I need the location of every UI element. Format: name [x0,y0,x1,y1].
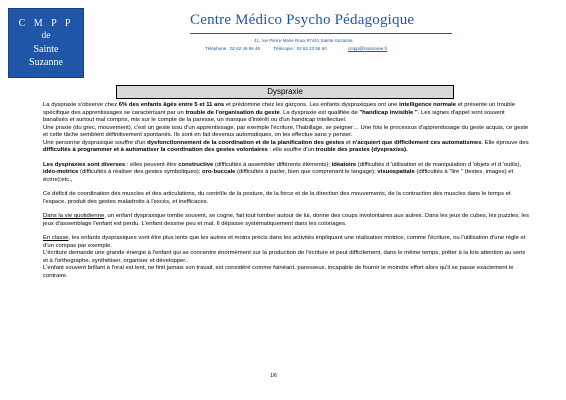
paragraph-intro [43,102,531,125]
text-run: Une personne dyspraxique souffre d'un [43,139,148,146]
text-run: : elle souffre d'un [267,147,316,153]
text-run: (difficultés à réaliser des gestes symboliques); [78,169,203,175]
logo-line-1: C M P P [18,18,74,29]
bold-run: 6% des enfants âgés entre 5 et 11 ans [118,102,225,108]
underlined-run: En classe [43,235,69,241]
section-title: Dyspraxie [116,85,454,99]
paragraph-praxie-definition: Une praxie (du grec, mouvement), c'est un geste issu d'un apprentissage, par exemple l'écriture, l'habillage, se peigner… Une fois le processus d'apprentissage du geste acquis, ce geste et cette tâche semblent définitivement spontanés. Ils sont en fait devenus automatiques, on les effectue sans y penser. [43,124,529,138]
bold-run: "handicap invisible " [359,109,418,116]
logo-line-4: Suzanne [29,57,63,68]
bold-run: trouble des praxies (dyspraxies). [315,147,408,153]
text-run: , un enfant dyspraxique tombe souvent, se cogne, fait tout tomber autour de lui, donne des coups involontaires aux autres. Dans les jeux de cubes, les puzzles, les jeux d'assemblage l'enfant est perdu. L'enfant dessine peu et mal. Il dépasse systématiquement dans les coloriages. [43,213,529,227]
text-run: (difficultés à parler, bien que comprenant le langage); [235,169,378,175]
document-body [43,102,531,280]
paragraph-daily-life [43,213,531,228]
email-link[interactable]: cmpp@ksamaree.fr [347,46,388,51]
bold-run: constructive [178,161,214,168]
bold-run: dysfonctionnement de la coordination et de la planification des gestes [147,139,345,146]
paragraph-types [43,162,531,185]
paragraph-in-class [43,235,531,250]
bold-run: difficultés à programmer et à automatiser la coordination des gestes volontaires [43,147,268,153]
text-run: et présente un trouble spécifique des apprentissages se caractérisant par un [43,102,516,116]
text-run: . Elle éprouve des [481,139,529,146]
page-number: 1/6 [270,373,277,379]
bold-run: visuospatiale [377,169,415,175]
organization-title: Centre Médico Psycho Pédagogique [190,12,415,28]
paragraph-writing: L'écriture demande une grande énergie à l'enfant qui se concentre énormément sur la production de l'écriture et peut difficilement, dans le même temps, prêter à la fois attention au sens et à l'orthographe, synthétiser, organiser et développer.. [43,250,526,264]
bold-run: idéatoire [331,161,357,168]
paragraph-coordination-deficit: Ce déficit de coordination des muscles et des articulations, du contrôle de la posture, de la force et de la direction des mouvements, de la contraction des muscles dans le temps et l'espace, produit des gestes maladroits à l'excès, et inefficaces. [43,191,511,205]
bold-run: n'acquiert que difficilement ces automatismes [352,139,482,146]
underlined-run: Dans la vie quotidienne [43,213,105,219]
paragraph-dysfunction [43,140,531,155]
organization-address: 41, rue Pierre Marie Roux 97441 Sainte-Suzanne [254,38,353,43]
logo-line-3: Sainte [33,44,59,55]
text-run: . La dyspraxie est qualifiée de [279,109,360,116]
text-run: (difficultés d 'utilisation et de manipulation d 'objets et d 'outils), [356,161,522,168]
paragraph-oral: L'enfant souvent brillant à l'oral est lent, ne finit jamais son travail, est considéré comme fainéant, paresseux, incapable de fournir le moindre effort alors qu'il se passe exactement le contraire. [43,265,514,279]
text-run: : elles peuvent être [125,161,179,168]
text-run: (difficultés à assembler différents éléments); [213,161,332,168]
text-run: et [344,139,353,146]
logo-line-2: de [41,31,51,41]
text-run: et prédomine chez les garçons. Les enfants dyspraxiques ont une [224,102,400,108]
cmpp-logo [8,8,84,78]
contact-row [205,46,387,51]
text-run: . Les signes d'appel sont souvent banalisés et surtout mal compris, mis sur le compte de la paresse, un manque d'intérêt ou d'un handicap intellectuel. [43,109,505,123]
text-run: , les enfants dyspraxiques vont être plus lents que les autres et moins précis dans les activités impliquant une réalisation motrice, comme l'écriture, ou l'utilisation d'une règle et d'un compas par exemple. [43,235,526,249]
fax-number: Télécopie : 02 62 23 56 50 [273,46,327,51]
bold-run: trouble de l'organisation du geste [185,109,280,116]
text-run: (difficultés à "lire " (textes, images) et écrire);etc., [43,169,514,183]
bold-run: oro-buccale [202,169,236,175]
text-run: La dyspraxie s'observe chez [43,102,119,108]
phone-number: Téléphone : 02 62 46 56 46 [205,46,261,51]
title-underline [190,33,452,34]
bold-run: idéo-motrice [43,169,79,175]
bold-run: intelligence normale [399,102,457,108]
bold-run: Les dyspraxies sont diverses [43,161,126,168]
